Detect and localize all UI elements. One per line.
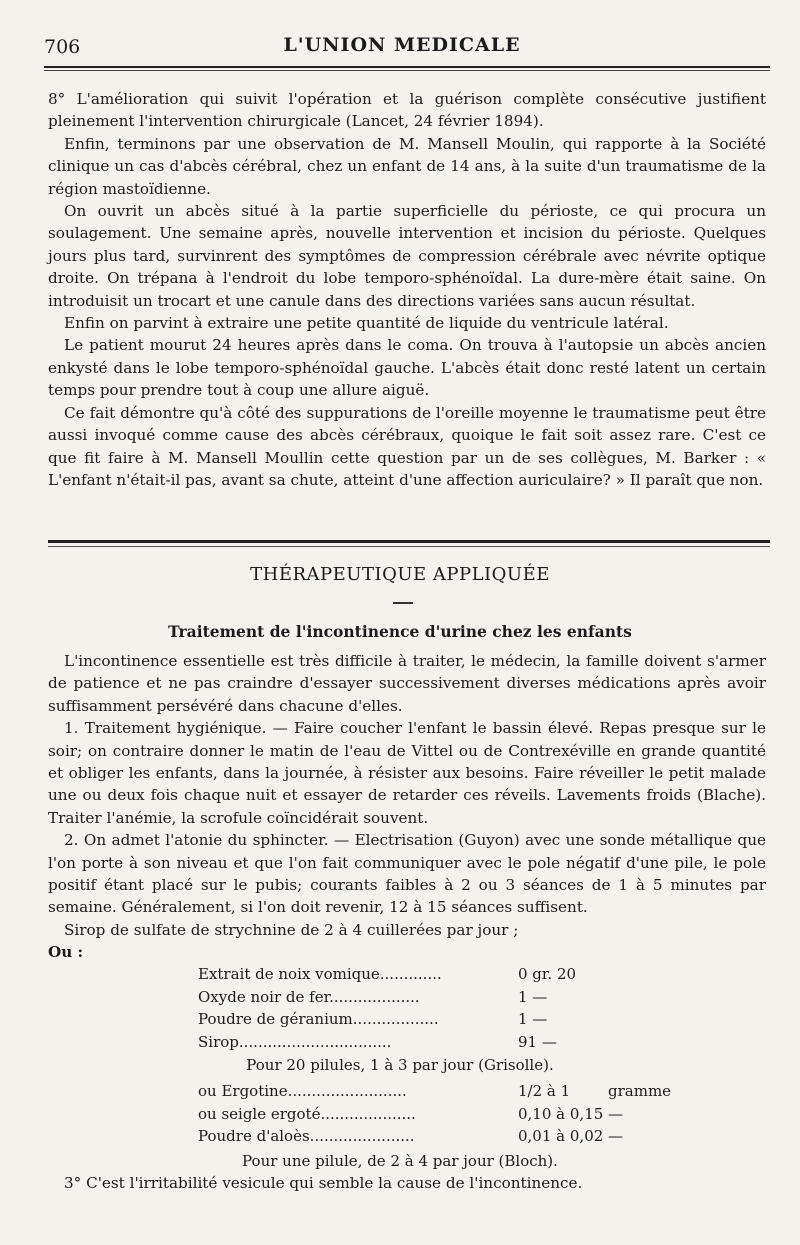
section-separator [48, 540, 770, 543]
paragraph: Enfin on parvint à extraire une petite quantité de liquide du ventricule latéral. [64, 314, 669, 333]
header-rule [44, 66, 770, 68]
paragraph: Enfin, terminons par une observation de M. Mansell Moulin, qui rapporte à la Société clinique un cas d'abcès cérébral, chez un enfant de 14 ans, à la suite d'un traumatisme de la région mastoïdienne. [48, 134, 766, 198]
recipe-row: Poudre de géranium.................. 1 — [198, 1010, 548, 1028]
last-line-column [48, 1172, 766, 1194]
recipe-row: Poudre d'aloès...................... 0,01 à 0,02 — [198, 1127, 623, 1145]
section-separator-thin [48, 546, 770, 547]
paragraph: 8° L'amélioration qui suivit l'opération et la guérison complète consécutive justifient pleinement l'intervention chirurgicale (Lancet, 24 février 1894). [48, 90, 766, 131]
journal-title: L'UNION MEDICALE [283, 34, 521, 56]
paragraph: Ce fait démontre qu'à côté des suppurations de l'oreille moyenne le traumatisme peut être aussi invoqué comme cause des abcès cérébraux, quoique le fait soit assez rare. C'est ce que fit faire à M. Mansell Moullin cette question par un de ses collègues, M. Barker : « L'enfant n'était-il pas, avant sa chute, atteint d'une affection auriculaire? » Il paraît que non. [48, 403, 766, 489]
paragraph: 3° C'est l'irritabilité vesicule qui semble la cause de l'incontinence. [64, 1174, 583, 1192]
recipe-row: ou seigle ergoté.................... 0,10 à 0,15 — [198, 1104, 623, 1123]
paragraph: L'incontinence essentielle est très difficile à traiter, le médecin, la famille doivent s'armer de patience et ne pas craindre d'essayer successivement diverses médications après avoir suffisamment persévéré dans chacune d'elles. [48, 652, 766, 715]
recipe-note-1: Pour 20 pilules, 1 à 3 par jour (Grisolle). [246, 1056, 554, 1074]
recipe-row: Sirop................................ 91 — [198, 1032, 557, 1051]
recipe-row: ou Ergotine......................... 1/2 à 1 gramme [198, 1082, 672, 1100]
top-text-column [48, 88, 766, 491]
recipe-row: Oxyde noir de fer................... 1 — [198, 987, 548, 1006]
article-title: Traitement de l'incontinence d'urine chez les enfants [168, 622, 632, 641]
ou-label: Ou : [48, 943, 84, 962]
page-number: 706 [44, 36, 81, 58]
recipe-row: Extrait de noix vomique............. 0 gr. 20 [198, 965, 577, 983]
recipe-list-1 [198, 963, 698, 1053]
recipe-note-2: Pour une pilule, de 2 à 4 par jour (Bloch). [242, 1152, 558, 1170]
recipe-list-2 [198, 1080, 698, 1148]
paragraph: 2. On admet l'atonie du sphincter. — Electrisation (Guyon) avec une sonde métallique que l'on porte à son niveau et que l'on fait communiquer avec le pole négatif d'une pile, le pole positif étant placé sur le pubis; courants faibles à 2 ou 3 séances de 1 à 5 minutes par semaine. Généralement, si l'on doit revenir, 12 à 15 séances suffisent. [48, 831, 766, 917]
paragraph: 1. Traitement hygiénique. — Faire coucher l'enfant le bassin élevé. Repas presque sur le soir; on contraire donner le matin de l'eau de Vittel ou de Contrexéville en grande quantité et obliger les enfants, dans la journée, à résister aux besoins. Faire réveiller le petit malade une ou deux fois chaque nuit et essayer de retarder ces réveils. Lavements froids (Blache). Traiter l'anémie, la scrofule coïncidérait souvent. [48, 719, 766, 827]
paragraph: Sirop de sulfate de strychnine de 2 à 4 cuillerées par jour ; [64, 920, 519, 939]
page-header [44, 30, 760, 64]
section-title: THÉRAPEUTIQUE APPLIQUÉE [250, 564, 550, 585]
short-rule [393, 602, 413, 604]
paragraph: Le patient mourut 24 heures après dans le coma. On trouva à l'autopsie un abcès ancien enkysté dans le lobe temporo-sphénoïdal gauche. L'abcès était donc resté latent un certain temps pour prendre tout à coup une allure aiguë. [48, 336, 766, 400]
paragraph: On ouvrit un abcès situé à la partie superficielle du périoste, ce qui procura un soulagement. Une semaine après, nouvelle intervention et incision du périoste. Quelques jours plus tard, survinrent des symptômes de compression cérébrale avec névrite optique droite. On trépana à l'endroit du lobe temporo-sphénoïdal. La dure-mère était saine. On introduisit un trocart et une canule dans des directions variées sans aucun résultat. [48, 202, 766, 310]
article-text-column [48, 650, 766, 964]
header-rule-thin [44, 70, 770, 71]
